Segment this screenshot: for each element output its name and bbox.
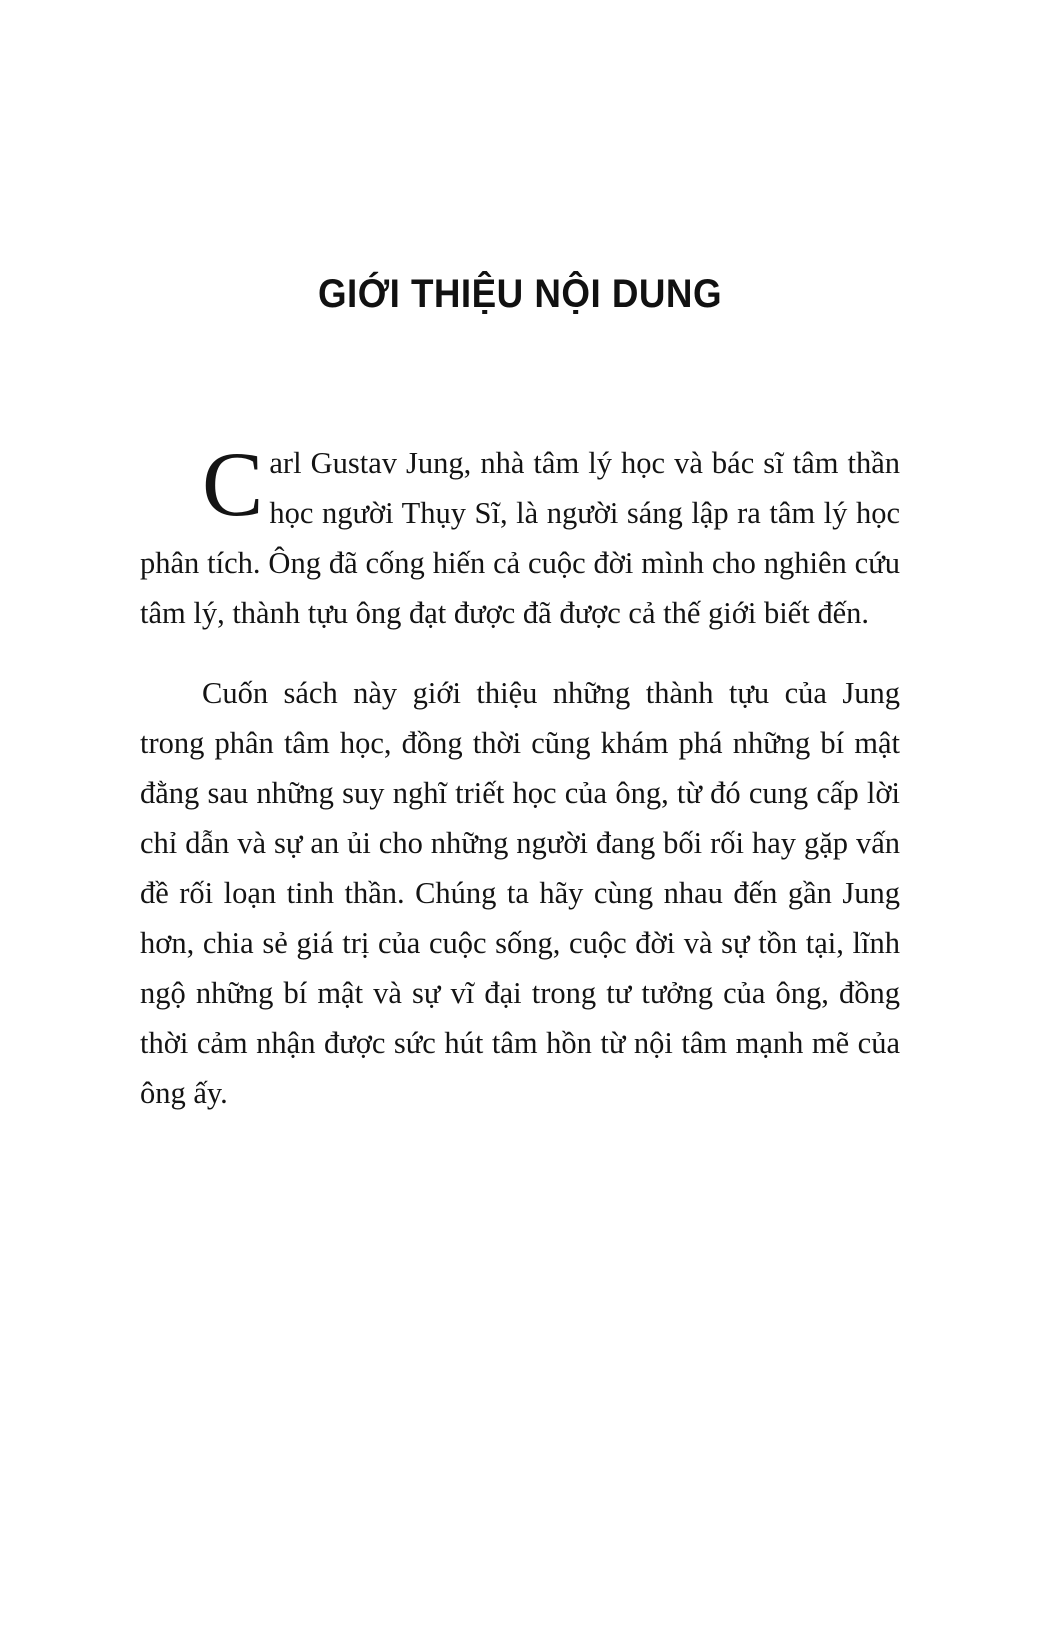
intro-paragraph: [140, 433, 900, 638]
summary-paragraph: Cuốn sách này giới thiệu những thành tựu của Jung trong phân tâm học, đồng thời cũng khám phá những bí mật đằng sau những suy nghĩ triết học của ông, từ đó cung cấp lời chỉ dẫn và sự an ủi cho những người đang bối rối hay gặp vấn đề rối loạn tinh thần. Chúng ta hãy cùng nhau đến gần Jung hơn, chia sẻ giá trị của cuộc sống, cuộc đời và sự tồn tại, lĩnh ngộ những bí mật và sự vĩ đại trong tư tưởng của ông, đồng thời cảm nhận được sức hút tâm hồn từ nội tâm mạnh mẽ của ông ấy.: [140, 676, 900, 1110]
drop-cap: C: [202, 433, 264, 535]
intro-paragraph-text: arl Gustav Jung, nhà tâm lý học và bác sĩ tâm thần học người Thụy Sĩ, là người sáng lập ra tâm lý học phân tích. Ông đã cống hiến cả cuộc đời mình cho nghiên cứu tâm lý, thành tựu ông đạt được đã được cả thế giới biết đến.: [140, 446, 900, 630]
page-title: GIỚI THIỆU NỘI DUNG: [317, 272, 723, 316]
page-content: [140, 0, 900, 1148]
body-text: [140, 433, 900, 1118]
